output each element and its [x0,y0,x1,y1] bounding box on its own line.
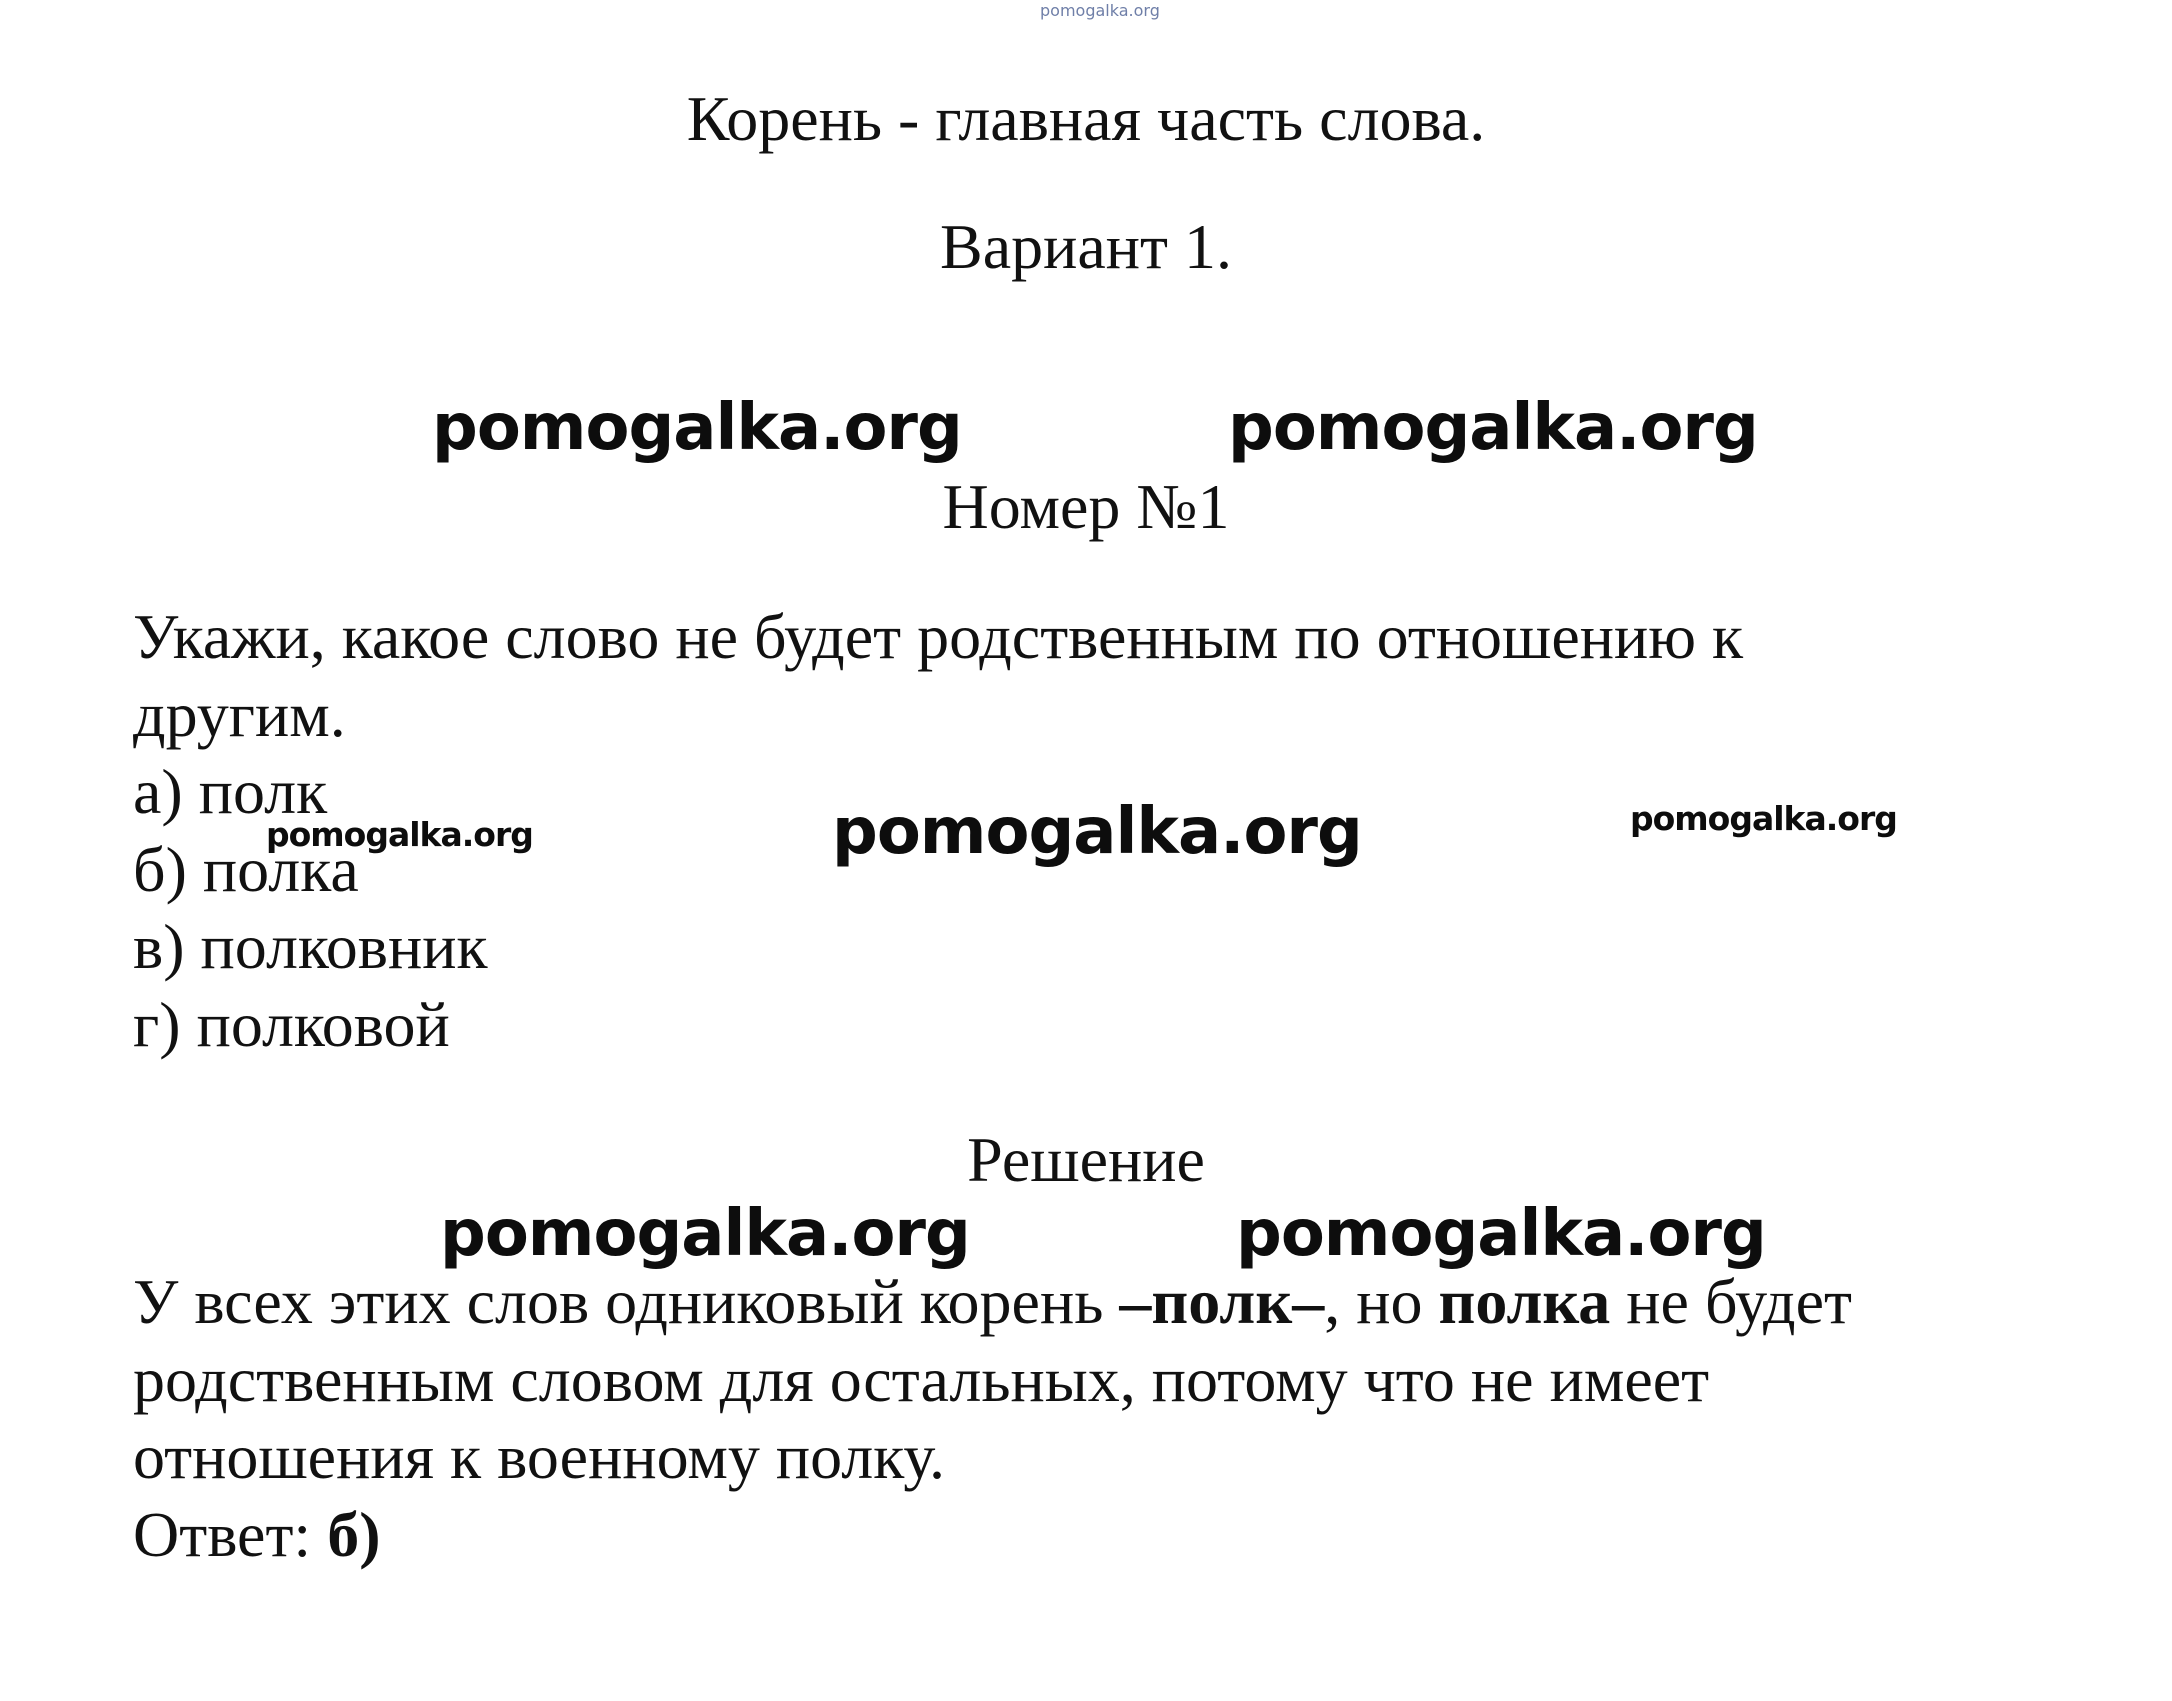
solution-heading: Решение [967,1124,1205,1195]
answer-word-highlight: полка [1438,1266,1611,1337]
watermark: pomogalka.org [440,1197,970,1271]
solution-text-line2: родственным словом для остальных, потому что не имеет [133,1344,1710,1415]
question-text-line1: Укажи, какое слово не будет родственным по отношению к [133,601,1744,672]
question-text-line2: другим. [133,679,346,750]
root-highlight: –полк– [1119,1266,1325,1337]
watermark-top: pomogalka.org [1040,1,1160,20]
solution-text-part: , но [1324,1266,1439,1337]
solution-text-line3: отношения к военному полку. [133,1421,945,1492]
watermark: pomogalka.org [1236,1197,1766,1271]
option-d: г) полковой [133,989,450,1060]
solution-text-part: не будет [1610,1266,1852,1337]
watermark: pomogalka.org [266,815,533,854]
watermark: pomogalka.org [832,795,1362,869]
answer-line [133,1499,381,1570]
variant-heading: Вариант 1. [940,211,1232,282]
solution-text-part: У всех этих слов одниковый корень [133,1266,1120,1337]
option-b: б) полка [133,834,359,905]
page-title: Корень - главная часть слова. [686,83,1486,154]
watermark: pomogalka.org [1630,799,1897,838]
option-c: в) полковник [133,911,488,982]
answer-value: б) [327,1499,381,1570]
solution-text-line1 [133,1266,1852,1337]
watermark: pomogalka.org [432,391,962,465]
task-number: Номер №1 [942,471,1230,542]
option-a: а) полк [133,756,328,827]
answer-label: Ответ: [133,1499,328,1570]
watermark: pomogalka.org [1228,391,1758,465]
